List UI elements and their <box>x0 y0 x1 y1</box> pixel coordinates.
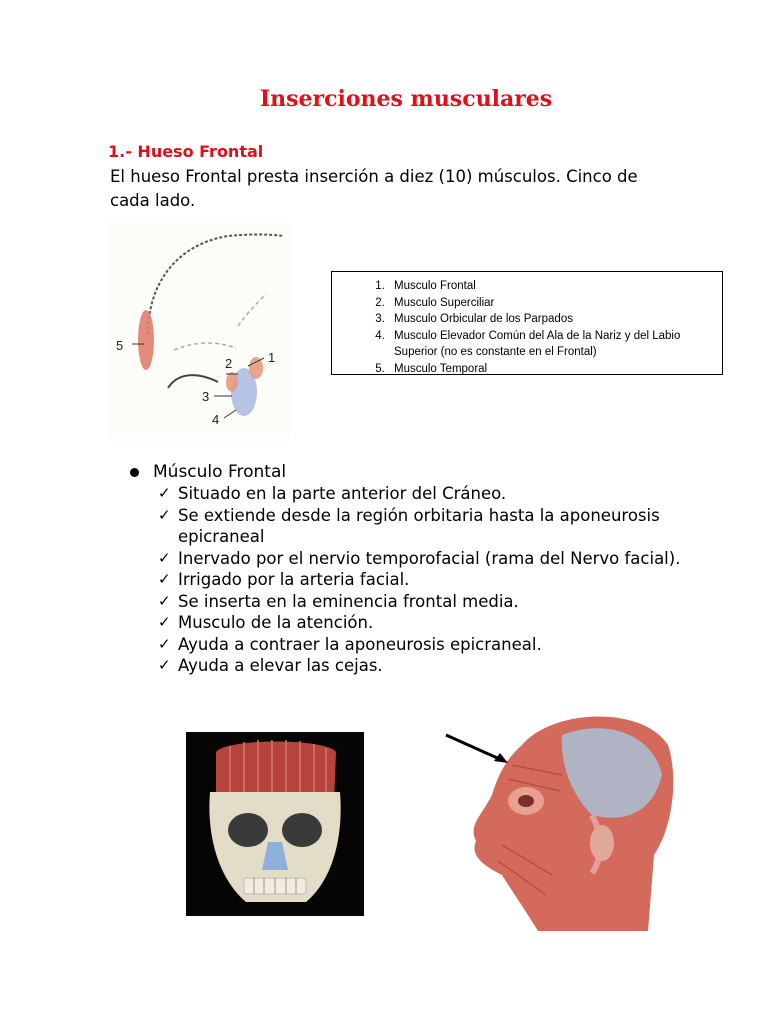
superciliary-area <box>226 372 238 392</box>
checkmark-icon: ✓ <box>158 505 171 524</box>
page-title: Inserciones musculares <box>259 86 553 112</box>
checklist-item: ✓ Se extiende desde la región orbitaria hasta la aponeurosis epicraneal <box>158 505 660 546</box>
intro-paragraph: El hueso Frontal presta inserción a diez (10) músculos. Cinco de cada lado. <box>110 167 638 210</box>
checklist-item: ✓ Ayuda a contraer la aponeurosis epicraneal. <box>158 634 542 654</box>
checklist-item: ✓ Ayuda a elevar las cejas. <box>158 656 383 675</box>
section-heading: 1.- Hueso Frontal <box>108 142 264 161</box>
bullet-item <box>130 461 690 483</box>
muscle-list-item: 3. Musculo Orbicular de los Parpados <box>388 311 722 328</box>
muscle-list-item: 5. Musculo Temporal <box>388 361 722 376</box>
figure-label-2: 2 <box>225 356 233 371</box>
checklist-item: ✓ Musculo de la atención. <box>158 613 374 632</box>
frontal-muscle-section <box>130 461 690 677</box>
figure-label-3: 3 <box>202 389 210 404</box>
checklist-item: ✓ Inervado por el nervio temporofacial (rama del Nervo facial). <box>158 548 681 568</box>
checklist <box>130 483 690 677</box>
muscle-list-item: 2. Musculo Superciliar <box>388 295 722 312</box>
figure-label-5: 5 <box>116 338 124 353</box>
checkmark-icon: ✓ <box>158 634 171 653</box>
bullet-dot-icon <box>130 468 139 477</box>
frontal-muscle-area <box>138 310 154 370</box>
checkmark-icon: ✓ <box>158 484 171 502</box>
muscle-list-item: 4. Musculo Elevador Común del Ala de la Nariz y del Labio Superior (no es constante en el Frontal) <box>388 328 722 361</box>
figure-label-4: 4 <box>212 412 220 427</box>
head-muscles-image <box>442 705 678 931</box>
checkmark-icon: ✓ <box>158 656 171 674</box>
skull-lateral-figure <box>108 222 290 438</box>
checklist-item: ✓ Se inserta en la eminencia frontal media. <box>158 591 519 611</box>
skull-frontal-muscle-image <box>186 732 364 916</box>
checklist-item: ✓ Situado en la parte anterior del Cráneo. <box>158 484 507 503</box>
checkmark-icon: ✓ <box>158 548 171 567</box>
muscle-list <box>332 272 722 375</box>
figure-label-1: 1 <box>268 350 276 365</box>
bullet-label: Músculo Frontal <box>153 462 287 482</box>
checkmark-icon: ✓ <box>158 570 171 588</box>
checklist-item: ✓ Irrigado por la arteria facial. <box>158 570 410 589</box>
muscle-list-item: 1. Musculo Frontal <box>388 278 722 295</box>
elevator-area <box>249 357 263 379</box>
muscle-list-box <box>331 271 723 375</box>
checkmark-icon: ✓ <box>158 591 171 610</box>
checkmark-icon: ✓ <box>158 613 171 631</box>
